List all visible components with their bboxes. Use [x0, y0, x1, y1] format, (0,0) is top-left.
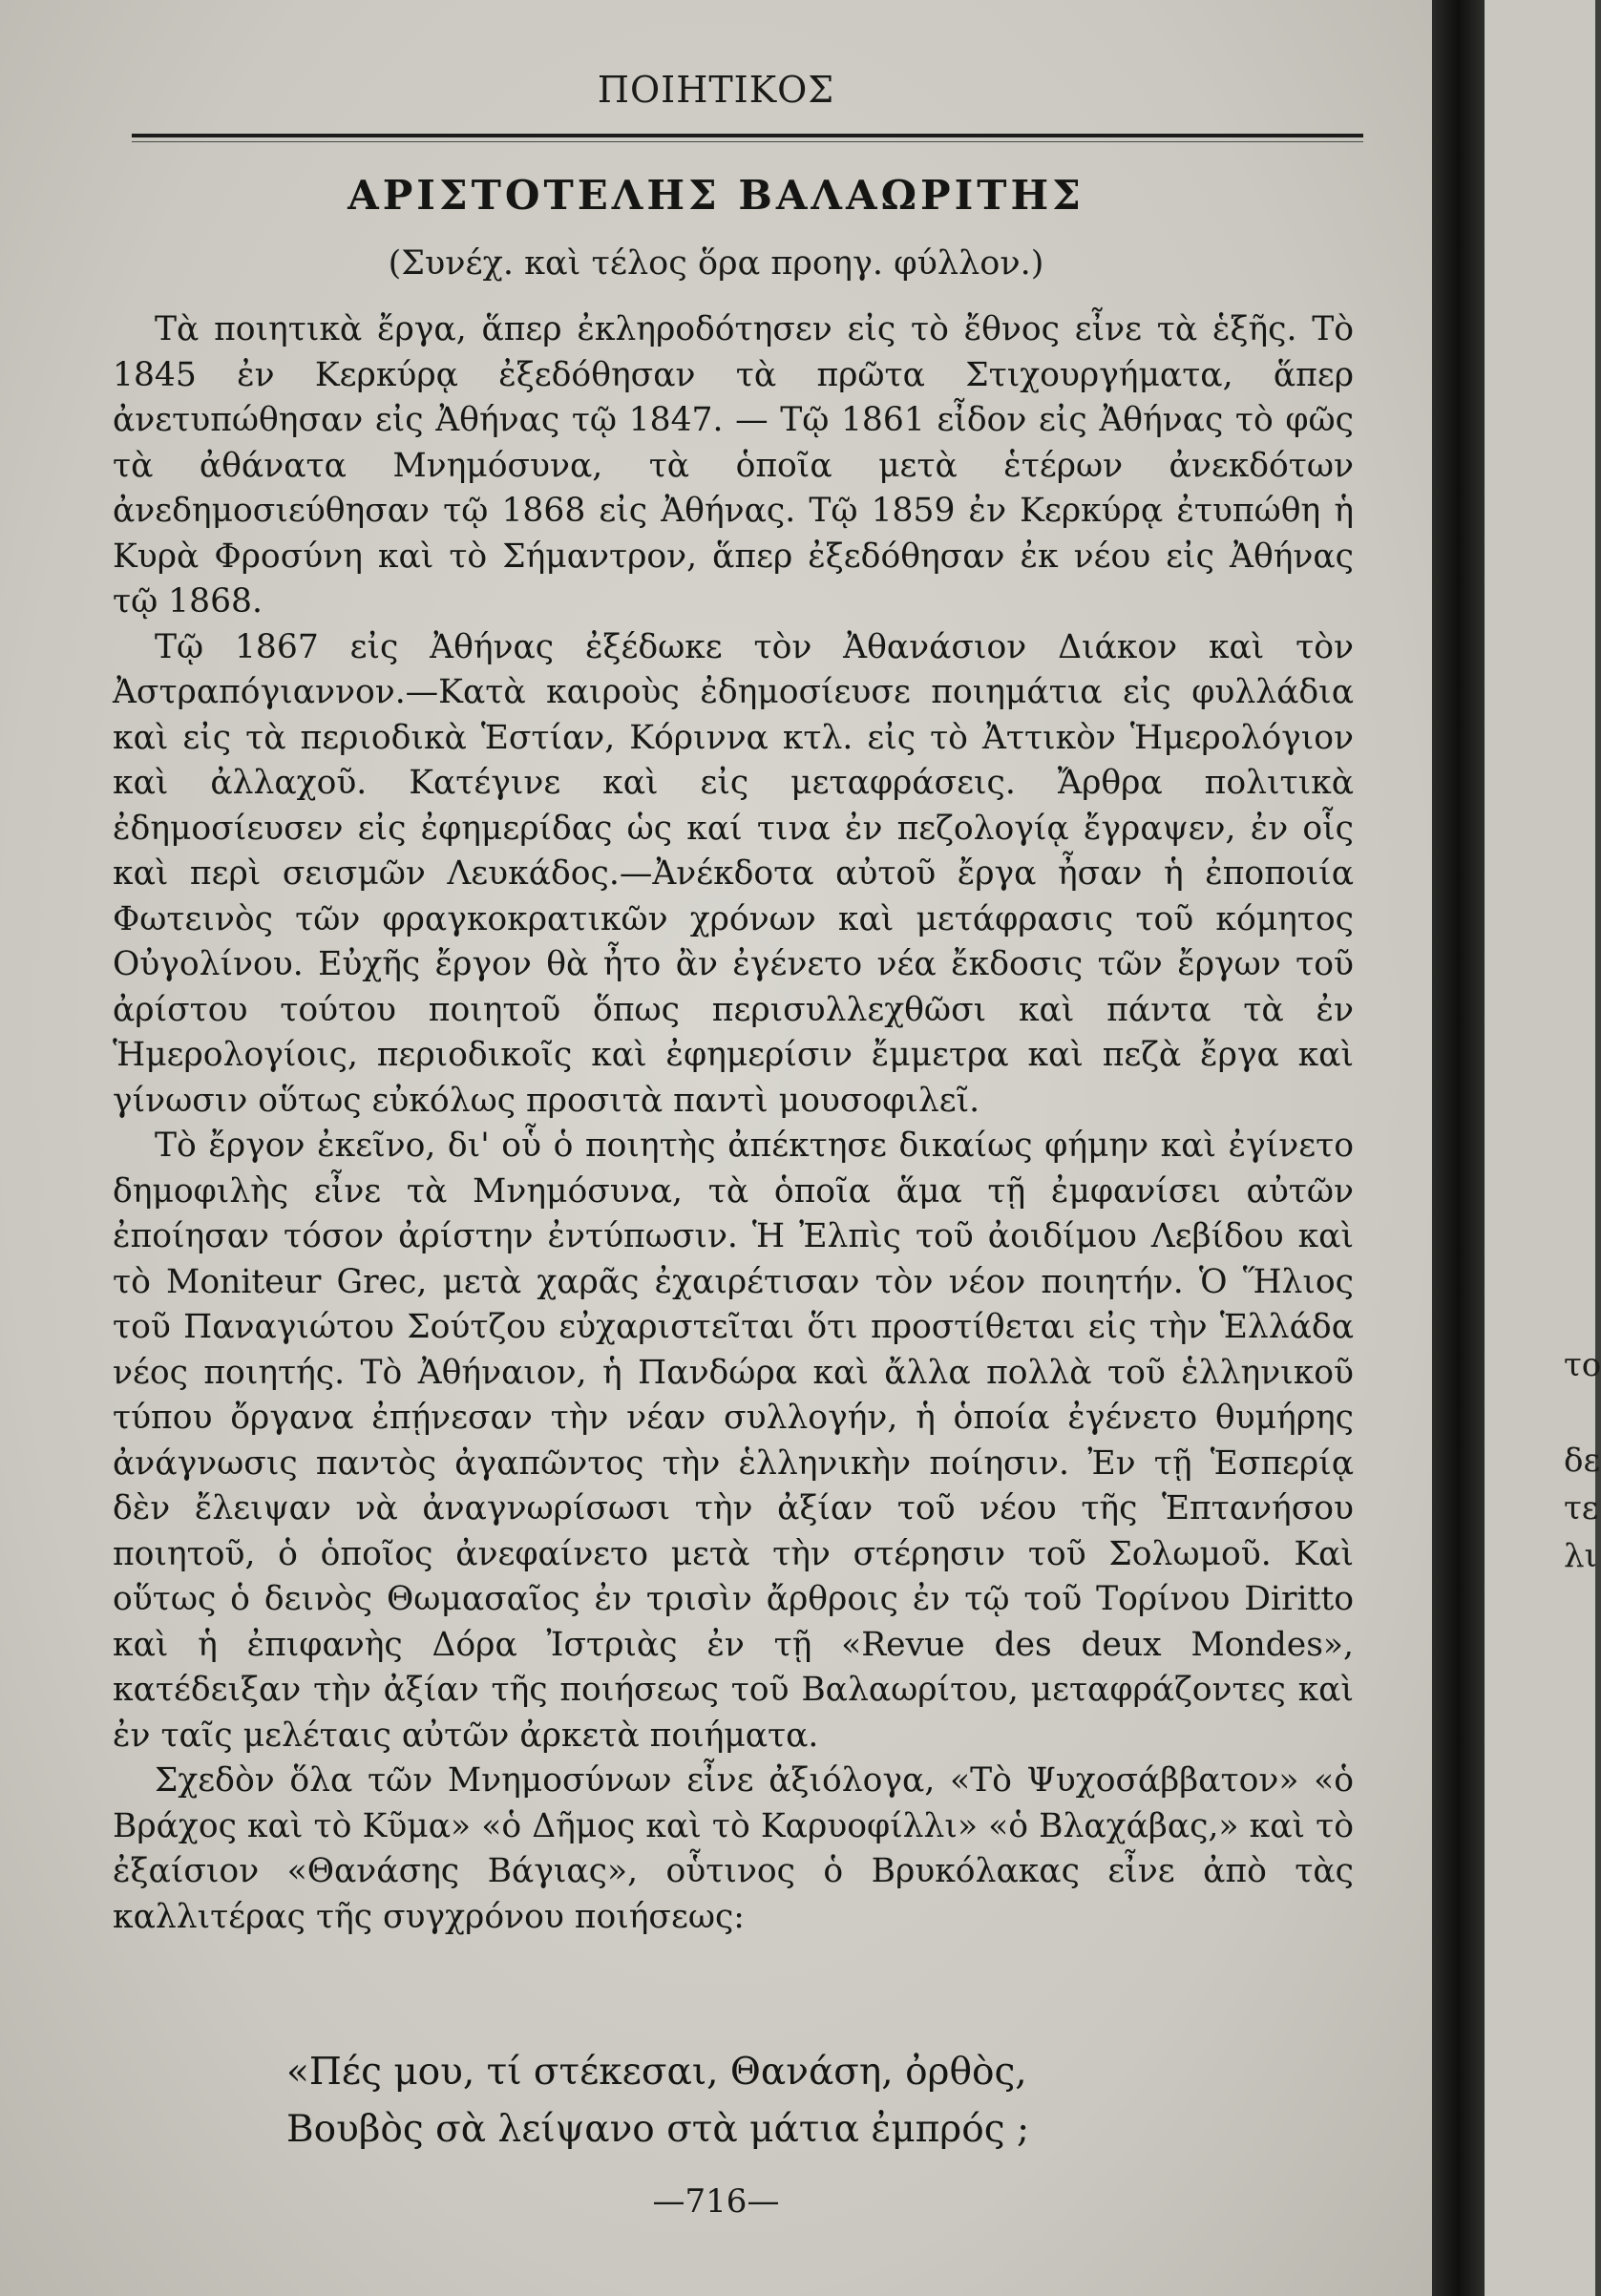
article-subtitle: (Συνέχ. καὶ τέλος ὅρα προηγ. φύλλον.)	[388, 244, 1044, 283]
poem-line: «Πές μου, τί στέκεσαι, Θανάση, ὀρθὸς,	[286, 2051, 1027, 2094]
article-body	[113, 307, 1354, 1940]
paragraph: Τὸ ἔργον ἐκεῖνο, δι' οὗ ὁ ποιητὴς ἀπέκτησε δικαίως φήμην καὶ ἐγίνετο δημοφιλὴς εἶνε τὰ Μνημόσυνα, τὰ ὁποῖα ἅμα τῇ ἐμφανίσει αὐτῶν ἐποίησαν τόσον ἀρίστην ἐντύπωσιν. Ἡ Ἐλπὶς τοῦ ἀοιδίμου Λεβίδου καὶ τὸ Moniteur Grec, μετὰ χαρᾶς ἐχαιρέτισαν τὸν νέον ποιητήν. Ὁ Ἥλιος τοῦ Παναγιώτου Σούτζου εὐχαριστεῖται ὅτι προστίθεται εἰς τὴν Ἑλλάδα νέος ποιητής. Τὸ Ἀθήναιον, ἡ Πανδώρα καὶ ἄλλα πολλὰ τοῦ ἑλληνικοῦ τύπου ὄργανα ἐπῄνεσαν τὴν νέαν συλλογήν, ἡ ὁποία ἐγένετο θυμήρης ἀνάγνωσις παντὸς ἀγαπῶντος τὴν ἑλληνικὴν ποίησιν. Ἐν τῇ Ἑσπερίᾳ δὲν ἔλειψαν νὰ ἀναγνωρίσωσι τὴν ἀξίαν τοῦ νέου τῆς Ἑπτανήσου ποιητοῦ, ὁ ὁποῖος ἀνεφαίνετο μετὰ τὴν στέρησιν τοῦ Σολωμοῦ. Καὶ οὕτως ὁ δεινὸς Θωμασαῖος ἐν τρισὶν ἄρθροις ἐν τῷ τοῦ Τορίνου Diritto καὶ ἡ ἐπιφανὴς Δόρα Ἰστριὰς ἐν τῇ «Revue des deux Mondes», κατέδειξαν τὴν ἀξίαν τῆς ποιήσεως τοῦ Βαλαωρίτου, μεταφράζοντες καὶ ἐν ταῖς μελέταις αὐτῶν ἀρκετὰ ποιήματα.	[113, 1127, 1354, 1755]
paragraph: Σχεδὸν ὅλα τῶν Μνημοσύνων εἶνε ἀξιόλογα, «Τὸ Ψυχοσάββατον» «ὁ Βράχος καὶ τὸ Κῦμα» «ὁ Δῆμος καὶ τὸ Καρυοφίλλι» «ὁ Βλαχάβας,» καὶ τὸ ἐξαίσιον «Θανάσης Βάγιας», οὗτινος ὁ Βρυκόλακας εἶνε ἀπὸ τὰς καλλιτέρας τῆς συγχρόνου ποιήσεως:	[113, 1761, 1354, 1936]
book-gutter	[1432, 0, 1485, 2296]
next-page-fragment: το	[1564, 1346, 1601, 1384]
header-rule-thin	[132, 141, 1363, 142]
paragraph: Τὰ ποιητικὰ ἔργα, ἅπερ ἐκληροδότησεν εἰς τὸ ἔθνος εἶνε τὰ ἑξῆς. Τὸ 1845 ἐν Κερκύρᾳ ἐξεδόθησαν τὰ πρῶτα Στιχουργήματα, ἅπερ ἀνετυπώθησαν εἰς Ἀθήνας τῷ 1847. — Τῷ 1861 εἶδον εἰς Ἀθήνας τὸ φῶς τὰ ἀθάνατα Μνημόσυνα, τὰ ὁποῖα μετὰ ἑτέρων ἀνεκδότων ἀνεδημοσιεύθησαν τῷ 1868 εἰς Ἀθήνας. Τῷ 1859 ἐν Κερκύρᾳ ἐτυπώθη ἡ Κυρὰ Φροσύνη καὶ τὸ Σήμαντρον, ἅπερ ἐξεδόθησαν ἐκ νέου εἰς Ἀθήνας τῷ 1868.	[113, 310, 1354, 621]
page-number: —716—	[652, 2182, 780, 2221]
article-title: ΑΡΙΣΤΟΤΕΛΗΣ ΒΑΛΑΩΡΙΤΗΣ	[348, 172, 1085, 219]
poem-line: Βουβὸς σὰ λείψανο στὰ μάτια ἐμπρός ;	[286, 2108, 1030, 2151]
next-page-fragment: τε	[1564, 1489, 1599, 1527]
header-rule	[132, 134, 1363, 137]
next-page-fragment: δε	[1564, 1442, 1601, 1480]
paragraph: Τῷ 1867 εἰς Ἀθήνας ἐξέδωκε τὸν Ἀθανάσιον Διάκον καὶ τὸν Ἀστραπόγιαννον.—Κατὰ καιροὺς ἐδημοσίευσε ποιημάτια εἰς φυλλάδια καὶ εἰς τὰ περιοδικὰ Ἑστίαν, Κόριννα κτλ. εἰς τὸ Ἀττικὸν Ἡμερολόγιον καὶ ἀλλαχοῦ. Κατέγινε καὶ εἰς μεταφράσεις. Ἄρθρα πολιτικὰ ἐδημοσίευσεν εἰς ἐφημερίδας ὡς καί τινα ἐν πεζολογίᾳ ἔγραψεν, ἐν οἷς καὶ περὶ σεισμῶν Λευκάδος.—Ἀνέκδοτα αὐτοῦ ἔργα ἦσαν ἡ ἐποποιία Φωτεινὸς τῶν φραγκοκρατικῶν χρόνων καὶ μετάφρασις τοῦ κόμητος Οὐγολίνου. Εὐχῆς ἔργον θὰ ἦτο ἂν ἐγένετο νέα ἔκδοσις τῶν ἔργων τοῦ ἀρίστου τούτου ποιητοῦ ὅπως περισυλλεχθῶσι καὶ πάντα τὰ ἐν Ἡμερολογίοις, περιοδικοῖς καὶ ἐφημερίσιν ἔμμετρα καὶ πεζὰ ἔργα καὶ γίνωσιν οὕτως εὐκόλως προσιτὰ παντὶ μουσοφιλεῖ.	[113, 627, 1354, 1120]
next-page-edge	[1485, 0, 1595, 2296]
next-page-fragment: λι	[1564, 1537, 1597, 1575]
running-head: ΠΟΙΗΤΙΚΟΣ	[597, 69, 835, 111]
